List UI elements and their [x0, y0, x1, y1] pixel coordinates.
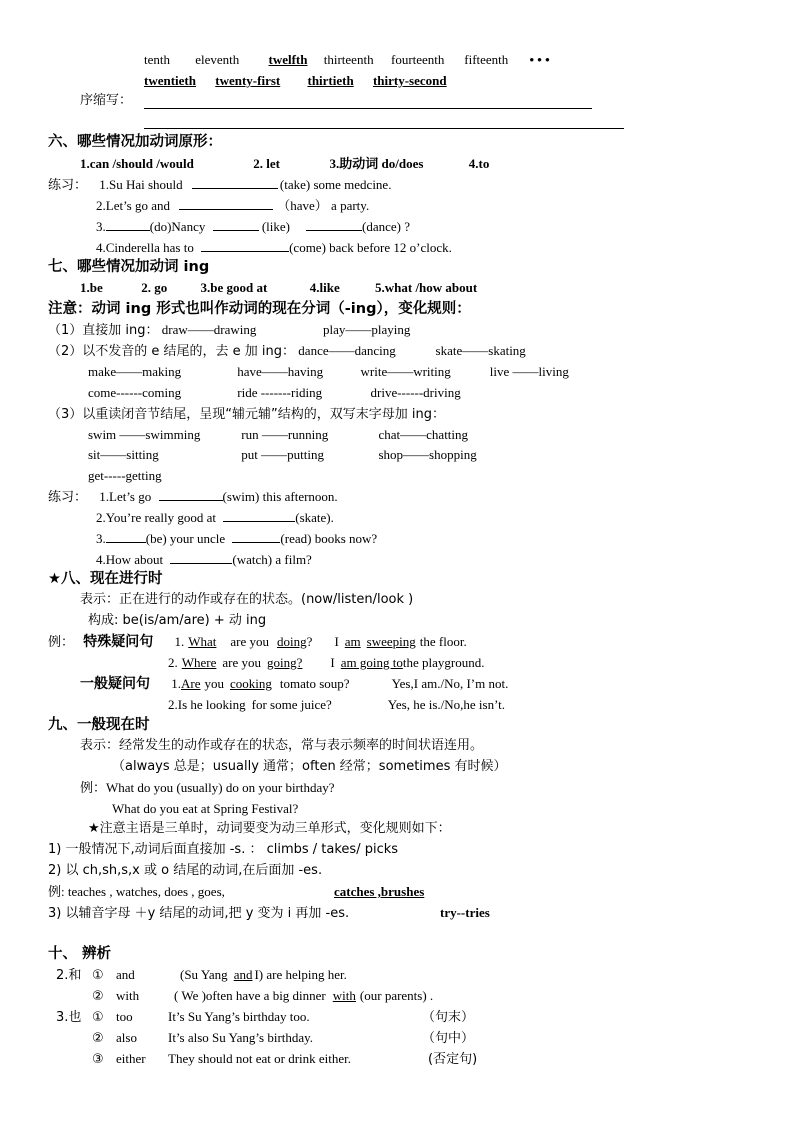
- yn-question-label: 一般疑问句: [80, 676, 150, 692]
- fill-blank[interactable]: [192, 176, 278, 189]
- exercise-text: 4.How about: [96, 552, 164, 567]
- meaning-line: 表示：正在进行的动作或存在的状态。(now/listen/look ): [80, 592, 414, 607]
- exercise-text: (watch) a film?: [232, 552, 312, 567]
- ordinal-word: eleventh: [195, 52, 240, 67]
- practice-row: [48, 176, 391, 194]
- rule-item: 1.can /should /would: [80, 156, 194, 171]
- example-word: What: [188, 634, 217, 649]
- verb-pair: swim ——swimming: [88, 427, 201, 442]
- section-10-title: 十、 辨析: [48, 946, 112, 962]
- answer-line: [144, 108, 592, 109]
- frequency-line: （always 总是；usually 通常；often 经常；sometimes 有时候）: [112, 759, 507, 774]
- fill-blank[interactable]: [213, 218, 259, 231]
- section-7-title: 七、哪些情况加动词 ing: [48, 259, 210, 275]
- exercise-text: (swim) this afternoon.: [222, 489, 338, 504]
- example-line: What do you eat at Spring Festival?: [112, 801, 299, 816]
- fill-blank[interactable]: [106, 218, 150, 231]
- rule-label: （2）以不发音的 e 结尾的，去 e 加 ing：: [48, 344, 296, 359]
- verb-pair: skate——skating: [435, 343, 526, 358]
- circle-number: ①: [92, 1010, 104, 1025]
- example-word: doing: [277, 634, 307, 649]
- example-word: for some juice?: [251, 697, 332, 712]
- example-text: It’s also Su Yang’s birthday.: [168, 1030, 314, 1045]
- verb-pair: sit——sitting: [88, 447, 159, 462]
- ordinals-line-1: [144, 52, 550, 68]
- rule-item: 3.助动词 do/does: [329, 156, 424, 171]
- section-6-title: 六、哪些情况加动词原形：: [48, 134, 222, 150]
- example-number: 1.: [174, 634, 185, 649]
- example-word: I: [330, 655, 335, 670]
- example-word: tomato soup?: [279, 676, 350, 691]
- example-word: am: [344, 634, 361, 649]
- ing-rule-1: [48, 322, 410, 339]
- exercise-text: 2.You’re really good at: [96, 510, 216, 525]
- verb-pair: live ——living: [489, 364, 569, 379]
- verb-pair: write——writing: [360, 364, 451, 379]
- yn-question-row: [168, 697, 505, 713]
- circle-number: ②: [92, 989, 104, 1004]
- circle-number: ②: [92, 1031, 104, 1046]
- exercise-text: 2.Let’s go and: [96, 198, 171, 213]
- exercise-text: （have） a party.: [277, 198, 370, 213]
- practice-label: 练习：: [48, 178, 88, 193]
- verb-pair: shop——shopping: [378, 447, 477, 462]
- keyword: too: [116, 1009, 133, 1024]
- verb-pair: play——playing: [323, 322, 411, 337]
- example-text: ( We )often have a big dinner: [174, 988, 326, 1003]
- circle-number: ①: [92, 968, 104, 983]
- keyword: with: [116, 988, 140, 1003]
- ordinal-word: twentieth: [144, 73, 196, 88]
- exercise-text: (like): [261, 219, 290, 234]
- example-text: They should not eat or drink either.: [168, 1051, 352, 1066]
- exercise-text: (do)Nancy: [149, 219, 206, 234]
- example-word: are you: [222, 655, 262, 670]
- example-text: I) are helping her.: [254, 967, 347, 982]
- example-answer: Yes,I am./No, I’m not.: [391, 676, 509, 691]
- exercise-text: 3.: [96, 219, 106, 234]
- ordinal-word: fifteenth: [464, 52, 509, 67]
- ordinal-word: twenty-first: [215, 73, 281, 88]
- exercise-text: (take) some medcine.: [279, 177, 392, 192]
- exercise-text: 3.: [96, 531, 106, 546]
- section-9-title: 九、一般现在时: [48, 717, 150, 733]
- verb-pair: run ——running: [241, 427, 329, 442]
- exercise-text: (come) back before 12 o’clock.: [289, 240, 452, 255]
- rule-2-example: [48, 884, 424, 900]
- rule-item: 4.to: [468, 156, 490, 171]
- yn-question-row: [80, 676, 508, 692]
- ing-rule-2-row: [88, 364, 569, 380]
- verb-pair: dance——dancing: [298, 343, 396, 358]
- example-highlight: catches ,brushes: [334, 884, 425, 899]
- example-answer: Yes, he is./No,he isn’t.: [387, 697, 506, 712]
- fill-blank[interactable]: [306, 218, 362, 231]
- third-person-note: ★注意主语是三单时，动词要变为动三单形式，变化规则如下：: [88, 821, 451, 836]
- example-number: 2.: [168, 655, 178, 670]
- form-line: 构成: be(is/am/are) + 动 ing: [88, 613, 267, 628]
- verb-pair: chat——chatting: [378, 427, 469, 442]
- example-word: am going to: [340, 655, 403, 670]
- practice-row: [96, 239, 452, 256]
- fill-blank[interactable]: [170, 551, 232, 564]
- position-note: （句末）: [422, 1010, 475, 1025]
- ellipsis: • • •: [529, 52, 550, 67]
- verb-pair: put ——putting: [241, 447, 324, 462]
- circle-number: ③: [92, 1052, 104, 1067]
- example-word: going?: [267, 655, 303, 670]
- third-person-rule-2: 2) 以 ch,sh,s,x 或 o 结尾的动词,在后面加 -es.: [48, 863, 323, 878]
- group-label: 2.和: [56, 968, 82, 983]
- verb-pair: make——making: [88, 364, 182, 379]
- keyword: and: [116, 967, 135, 982]
- fill-blank[interactable]: [179, 197, 273, 210]
- example-word: the floor.: [419, 634, 467, 649]
- third-person-rule-3: [48, 905, 490, 922]
- keyword: either: [116, 1051, 146, 1066]
- example-text: It’s Su Yang’s birthday too.: [168, 1009, 310, 1024]
- meaning-line: 表示：经常发生的动作或存在的状态，常与表示频率的时间状语连用。: [80, 738, 484, 753]
- example-word: cooking: [230, 676, 272, 691]
- practice-row: [48, 488, 338, 506]
- example-text: (Su Yang: [180, 967, 228, 982]
- exercise-text: 1.Su Hai should: [99, 177, 183, 192]
- practice-row: [96, 551, 312, 568]
- fill-blank[interactable]: [201, 239, 289, 252]
- rule-item: 5.what /how about: [375, 280, 478, 295]
- verb-pair: come------coming: [88, 385, 182, 400]
- rule-text: 3) 以辅音字母 ＋y 结尾的动词,把 y 变为 i 再加 -es.: [48, 906, 350, 921]
- example-word: you: [204, 676, 224, 691]
- ing-rule-3-row: [88, 427, 468, 443]
- practice-row: [96, 197, 369, 214]
- practice-label: 练习：: [48, 490, 88, 505]
- with-row: [92, 988, 433, 1005]
- example-word: Are: [181, 676, 201, 691]
- rule-label: （3）以重读闭音节结尾，呈现“辅元辅”结构的，双写末字母加 ing：: [48, 407, 445, 422]
- exercise-text: (be) your uncle: [145, 531, 226, 546]
- ing-note: 注意：动词 ing 形式也叫作动词的现在分词（-ing），变化规则：: [48, 301, 471, 317]
- exercise-text: 4.Cinderella has to: [96, 240, 194, 255]
- ing-rule-3: [48, 406, 445, 423]
- verb-pair: draw——drawing: [161, 322, 257, 337]
- verb-pair: ride -------riding: [237, 385, 323, 400]
- verb-pair: drive------driving: [370, 385, 461, 400]
- example-number: 2.: [168, 697, 178, 712]
- example-word: ?: [306, 634, 313, 649]
- ordinal-word: thirty-second: [372, 73, 447, 88]
- exercise-text: (dance) ?: [362, 219, 410, 234]
- answer-line: [144, 128, 624, 129]
- practice-row: [96, 509, 334, 526]
- rule-item: 3.be good at: [200, 280, 268, 295]
- example-word: are you: [230, 634, 270, 649]
- group-label: 3.也: [56, 1010, 82, 1025]
- exercise-text: 1.Let’s go: [99, 489, 152, 504]
- position-note: (否定句): [428, 1052, 478, 1067]
- example-text: 例: teaches , watches, does , goes,: [48, 884, 225, 899]
- rule-item: 2. go: [141, 280, 168, 295]
- example-keyword: with: [332, 988, 356, 1003]
- third-person-rule-1: 1) 一般情况下,动词后面直接加 -s. ： climbs / takes/ picks: [48, 842, 399, 857]
- ing-rule-3-row: [88, 468, 162, 484]
- example-word: the playground.: [402, 655, 485, 670]
- ordinal-word: thirteenth: [323, 52, 374, 67]
- rule-label: （1）直接加 ing：: [48, 323, 159, 338]
- example-word: I: [334, 634, 339, 649]
- practice-row: [96, 218, 410, 235]
- rule-item: 1.be: [80, 280, 103, 295]
- too-row: [56, 1009, 474, 1026]
- practice-row: [96, 530, 377, 547]
- section-6-items: [80, 156, 489, 172]
- fill-blank[interactable]: [232, 530, 280, 543]
- abbr-label: 序缩写：: [80, 93, 133, 108]
- section-7-items: [80, 280, 477, 296]
- verb-pair: get-----getting: [88, 468, 162, 483]
- exercise-text: (read) books now?: [280, 531, 378, 546]
- ordinal-word: fourteenth: [391, 52, 445, 67]
- fill-blank[interactable]: [223, 509, 295, 522]
- example-highlight: try--tries: [440, 905, 490, 920]
- also-row: [92, 1030, 474, 1047]
- ordinal-word-highlight: twelfth: [268, 52, 308, 67]
- exercise-text: (skate).: [295, 510, 334, 525]
- example-word: Is he looking: [177, 697, 246, 712]
- rule-item: 2. let: [253, 156, 280, 171]
- ing-rule-2-row: [88, 385, 461, 401]
- example-word: Where: [181, 655, 217, 670]
- keyword: also: [116, 1030, 137, 1045]
- example-number: 1.: [171, 676, 181, 691]
- wh-question-label: 特殊疑问句: [83, 634, 154, 650]
- ordinals-line-2: [144, 73, 453, 89]
- wh-question-row: [48, 634, 467, 651]
- either-row: [92, 1051, 477, 1068]
- section-8-title: ★八、现在进行时: [48, 571, 163, 587]
- rule-item: 4.like: [309, 280, 340, 295]
- example-keyword: and: [233, 967, 253, 982]
- and-row: [56, 967, 347, 984]
- position-note: （句中）: [422, 1031, 475, 1046]
- example-word: sweeping: [366, 634, 416, 649]
- fill-blank[interactable]: [106, 530, 146, 543]
- ing-rule-2: [48, 343, 526, 360]
- verb-pair: have——having: [237, 364, 324, 379]
- ordinal-word: tenth: [144, 52, 170, 67]
- ordinal-word: thirtieth: [307, 73, 354, 88]
- example-label: 例：: [48, 635, 75, 650]
- example-text: (our parents) .: [359, 988, 434, 1003]
- fill-blank[interactable]: [159, 488, 223, 501]
- wh-question-row: [168, 655, 484, 671]
- example-line: 例：What do you (usually) do on your birthday?: [80, 780, 335, 795]
- ing-rule-3-row: [88, 447, 477, 463]
